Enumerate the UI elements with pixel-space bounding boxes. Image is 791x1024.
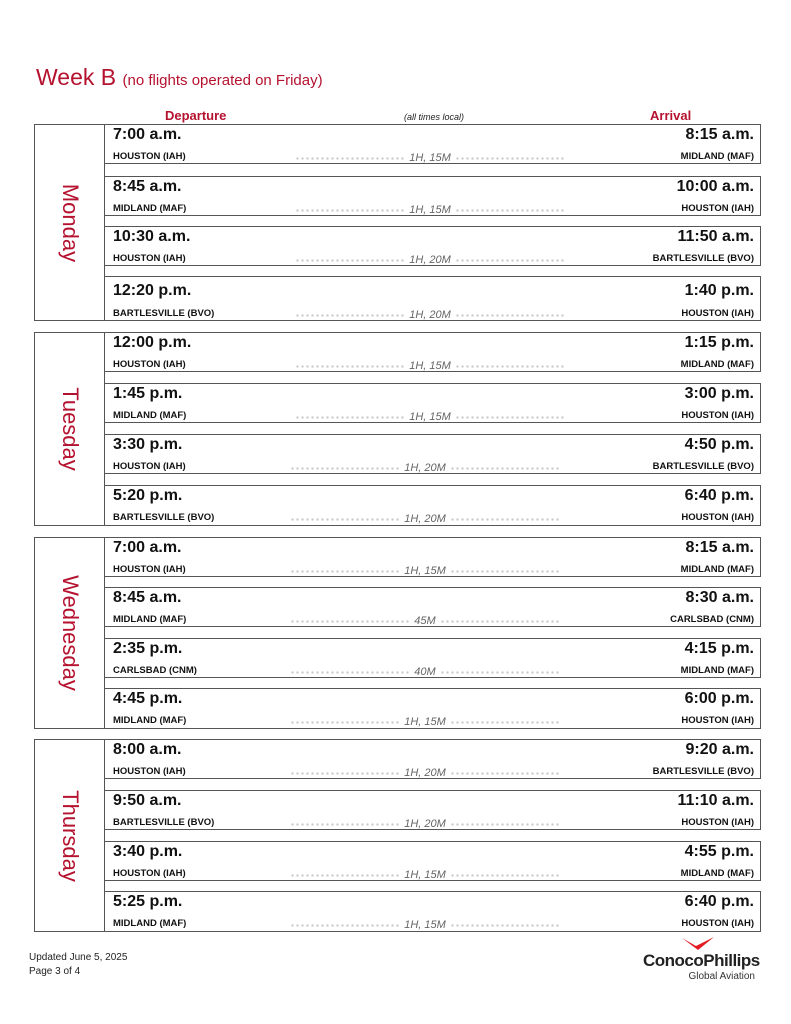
dotted-line xyxy=(290,671,410,674)
dotted-line xyxy=(450,721,560,724)
departure-time: 3:30 p.m. xyxy=(113,436,183,453)
departure-time: 7:00 a.m. xyxy=(113,126,182,143)
logo-brand: ConocoPhillips xyxy=(643,951,760,970)
departure-airport: HOUSTON (IAH) xyxy=(113,151,186,162)
footer xyxy=(29,951,127,979)
arrival-airport: BARTLESVILLE (BVO) xyxy=(652,253,754,264)
departure-time: 1:45 p.m. xyxy=(113,385,183,402)
duration-text: 1H, 20M xyxy=(404,513,446,525)
day-block-tuesday xyxy=(34,332,761,526)
day-block-monday xyxy=(34,124,761,321)
departure-airport: MIDLAND (MAF) xyxy=(113,614,187,625)
departure-time: 8:45 a.m. xyxy=(113,178,182,195)
departure-time: 2:35 p.m. xyxy=(113,640,183,657)
flight-duration xyxy=(290,869,560,881)
flight-row xyxy=(104,226,761,266)
departure-airport: BARTLESVILLE (BVO) xyxy=(113,817,215,828)
dotted-line xyxy=(450,570,560,573)
flight-row xyxy=(104,841,761,881)
duration-text: 1H, 15M xyxy=(409,152,451,164)
arrival-time: 6:40 p.m. xyxy=(684,893,754,910)
arrival-airport: HOUSTON (IAH) xyxy=(681,918,754,929)
dotted-line xyxy=(440,671,560,674)
dotted-line xyxy=(455,259,565,262)
dotted-line xyxy=(295,209,405,212)
dotted-line xyxy=(450,924,560,927)
day-label xyxy=(34,739,105,932)
flight-duration xyxy=(290,919,560,931)
arrival-time: 4:50 p.m. xyxy=(684,436,754,453)
arrival-airport: BARTLESVILLE (BVO) xyxy=(652,461,754,472)
duration-text: 1H, 20M xyxy=(404,462,446,474)
dotted-line xyxy=(450,823,560,826)
flight-row xyxy=(104,383,761,423)
arrival-airport: HOUSTON (IAH) xyxy=(681,203,754,214)
dotted-line xyxy=(290,924,400,927)
departure-time: 4:45 p.m. xyxy=(113,690,183,707)
arrival-time: 4:55 p.m. xyxy=(684,843,754,860)
departure-airport: HOUSTON (IAH) xyxy=(113,461,186,472)
day-name: Tuesday xyxy=(57,387,83,471)
flight-row xyxy=(104,434,761,474)
arrival-airport: HOUSTON (IAH) xyxy=(681,715,754,726)
departure-time: 7:00 a.m. xyxy=(113,539,182,556)
flight-duration xyxy=(290,565,560,577)
logo-division: Global Aviation xyxy=(688,971,755,982)
dotted-line xyxy=(455,209,565,212)
dotted-line xyxy=(290,620,410,623)
dotted-line xyxy=(455,157,565,160)
arrival-time: 8:15 a.m. xyxy=(685,126,754,143)
flight-duration xyxy=(290,716,560,728)
flight-row xyxy=(104,485,761,526)
departure-airport: BARTLESVILLE (BVO) xyxy=(113,512,215,523)
day-block-thursday xyxy=(34,739,761,932)
flight-duration xyxy=(295,411,565,423)
arrival-airport: HOUSTON (IAH) xyxy=(681,512,754,523)
departure-airport: HOUSTON (IAH) xyxy=(113,253,186,264)
flight-duration xyxy=(290,513,560,525)
day-name: Thursday xyxy=(57,789,83,882)
arrival-airport: HOUSTON (IAH) xyxy=(681,308,754,319)
arrival-airport: MIDLAND (MAF) xyxy=(680,564,754,575)
flight-row xyxy=(104,587,761,627)
dotted-line xyxy=(290,467,400,470)
dotted-line xyxy=(290,570,400,573)
day-label xyxy=(34,124,105,321)
day-block-wednesday xyxy=(34,537,761,729)
flight-row xyxy=(104,124,761,164)
dotted-line xyxy=(295,416,405,419)
arrival-time: 8:30 a.m. xyxy=(685,589,754,606)
arrival-airport: HOUSTON (IAH) xyxy=(681,817,754,828)
arrival-time: 8:15 a.m. xyxy=(685,539,754,556)
flight-row xyxy=(104,276,761,321)
departure-airport: BARTLESVILLE (BVO) xyxy=(113,308,215,319)
departure-airport: HOUSTON (IAH) xyxy=(113,766,186,777)
duration-text: 1H, 15M xyxy=(404,716,446,728)
duration-text: 1H, 15M xyxy=(404,869,446,881)
arrival-time: 6:00 p.m. xyxy=(684,690,754,707)
arrival-airport: MIDLAND (MAF) xyxy=(680,665,754,676)
arrival-airport: MIDLAND (MAF) xyxy=(680,868,754,879)
arrival-airport: CARLSBAD (CNM) xyxy=(670,614,754,625)
dotted-line xyxy=(290,518,400,521)
page-number: Page 3 of 4 xyxy=(29,966,81,977)
duration-text: 1H, 20M xyxy=(409,309,451,321)
dotted-line xyxy=(295,259,405,262)
arrival-airport: MIDLAND (MAF) xyxy=(680,359,754,370)
duration-text: 1H, 20M xyxy=(409,254,451,266)
times-note: (all times local) xyxy=(403,112,464,122)
flight-duration xyxy=(290,818,560,830)
dotted-line xyxy=(290,772,400,775)
departure-airport: MIDLAND (MAF) xyxy=(113,203,187,214)
updated-date: Updated June 5, 2025 xyxy=(29,952,128,963)
arrival-time: 1:40 p.m. xyxy=(684,282,754,299)
dotted-line xyxy=(455,416,565,419)
departure-airport: MIDLAND (MAF) xyxy=(113,715,187,726)
departure-airport: HOUSTON (IAH) xyxy=(113,359,186,370)
departure-header: Departure xyxy=(165,108,227,123)
arrival-time: 6:40 p.m. xyxy=(684,487,754,504)
departure-time: 12:20 p.m. xyxy=(113,282,192,299)
week-subtitle: (no flights operated on Friday) xyxy=(122,72,323,89)
departure-airport: HOUSTON (IAH) xyxy=(113,564,186,575)
arrival-time: 1:15 p.m. xyxy=(684,334,754,351)
flight-row xyxy=(104,537,761,577)
flight-row xyxy=(104,891,761,932)
duration-text: 1H, 15M xyxy=(404,565,446,577)
flight-duration xyxy=(295,152,565,164)
duration-text: 40M xyxy=(414,666,436,678)
arrival-airport: BARTLESVILLE (BVO) xyxy=(652,766,754,777)
arrival-header: Arrival xyxy=(650,108,692,123)
duration-text: 1H, 20M xyxy=(404,818,446,830)
flight-row xyxy=(104,332,761,372)
arrival-time: 4:15 p.m. xyxy=(684,640,754,657)
flight-row xyxy=(104,739,761,779)
dotted-line xyxy=(290,874,400,877)
flight-duration xyxy=(295,204,565,216)
departure-airport: MIDLAND (MAF) xyxy=(113,410,187,421)
duration-text: 1H, 15M xyxy=(409,360,451,372)
flight-duration xyxy=(290,666,560,678)
duration-text: 1H, 20M xyxy=(404,767,446,779)
dotted-line xyxy=(450,874,560,877)
flight-row xyxy=(104,638,761,678)
dotted-line xyxy=(295,314,405,317)
arrival-time: 11:10 a.m. xyxy=(677,792,754,809)
departure-time: 12:00 p.m. xyxy=(113,334,192,351)
day-label xyxy=(34,332,105,526)
dotted-line xyxy=(295,365,405,368)
dotted-line xyxy=(290,721,400,724)
flight-duration xyxy=(295,360,565,372)
departure-time: 8:00 a.m. xyxy=(113,741,182,758)
flight-duration xyxy=(290,615,560,627)
arrival-airport: MIDLAND (MAF) xyxy=(680,151,754,162)
departure-time: 5:25 p.m. xyxy=(113,893,183,910)
day-label xyxy=(34,537,105,729)
departure-time: 9:50 a.m. xyxy=(113,792,182,809)
flight-duration xyxy=(290,767,560,779)
duration-text: 45M xyxy=(414,615,436,627)
dotted-line xyxy=(440,620,560,623)
flight-duration xyxy=(295,254,565,266)
flight-row xyxy=(104,176,761,216)
arrival-airport: HOUSTON (IAH) xyxy=(681,410,754,421)
arrival-time: 9:20 a.m. xyxy=(685,741,754,758)
flight-row xyxy=(104,790,761,830)
departure-time: 10:30 a.m. xyxy=(113,228,191,245)
flight-duration xyxy=(295,309,565,321)
departure-airport: HOUSTON (IAH) xyxy=(113,868,186,879)
day-name: Monday xyxy=(57,183,83,262)
week-title: Week B xyxy=(36,64,117,90)
departure-time: 5:20 p.m. xyxy=(113,487,183,504)
dotted-line xyxy=(455,314,565,317)
departure-time: 3:40 p.m. xyxy=(113,843,183,860)
arrival-time: 10:00 a.m. xyxy=(676,178,754,195)
page-title xyxy=(36,64,323,91)
arrival-time: 11:50 a.m. xyxy=(677,228,754,245)
duration-text: 1H, 15M xyxy=(404,919,446,931)
arrival-time: 3:00 p.m. xyxy=(684,385,754,402)
flight-row xyxy=(104,688,761,729)
dotted-line xyxy=(295,157,405,160)
departure-time: 8:45 a.m. xyxy=(113,589,182,606)
flight-duration xyxy=(290,462,560,474)
dotted-line xyxy=(450,467,560,470)
dotted-line xyxy=(455,365,565,368)
dotted-line xyxy=(450,518,560,521)
departure-airport: MIDLAND (MAF) xyxy=(113,918,187,929)
departure-airport: CARLSBAD (CNM) xyxy=(113,665,197,676)
dotted-line xyxy=(290,823,400,826)
duration-text: 1H, 15M xyxy=(409,411,451,423)
conocophillips-logo xyxy=(640,936,760,986)
dotted-line xyxy=(450,772,560,775)
duration-text: 1H, 15M xyxy=(409,204,451,216)
day-name: Wednesday xyxy=(57,575,83,691)
